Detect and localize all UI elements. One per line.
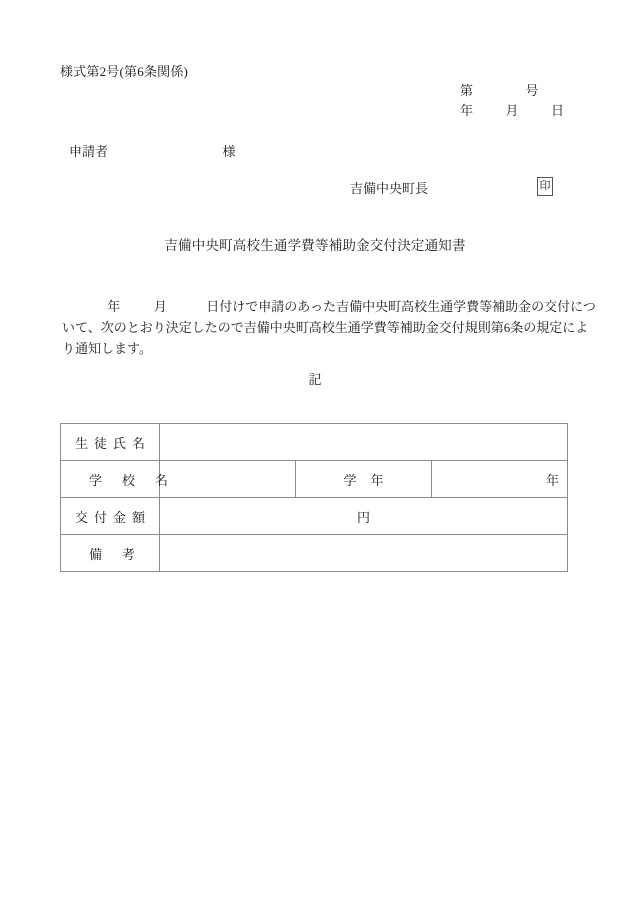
body-month-label: 月 bbox=[153, 299, 167, 314]
document-date-row bbox=[460, 100, 564, 120]
document-number-row bbox=[460, 80, 564, 100]
date-day-label: 日 bbox=[551, 103, 565, 118]
row-label-school-name bbox=[61, 461, 189, 498]
row-label-grant-amount bbox=[61, 498, 160, 535]
document-title: 吉備中央町高校生通学費等補助金交付決定通知書 bbox=[164, 238, 466, 253]
date-year-label: 年 bbox=[460, 103, 474, 118]
form-number: 様式第2号(第6条関係) bbox=[60, 64, 189, 79]
body-line-3: り通知します。 bbox=[62, 341, 152, 356]
issuer-name: 吉備中央町長 bbox=[350, 181, 429, 196]
body-line-2: いて、次のとおり決定したので吉備中央町高校生通学費等補助金交付規則第6条の規定によ bbox=[62, 320, 589, 335]
decision-details-table bbox=[60, 423, 568, 572]
row-label-grade-text: 学年 bbox=[343, 472, 398, 488]
body-line-1-rest: 日付けで申請のあった吉備中央町高校生通学費等補助金の交付につ bbox=[206, 299, 596, 314]
document-number-label: 第 bbox=[460, 83, 474, 98]
row-value-remarks[interactable] bbox=[160, 535, 568, 572]
body-paragraph bbox=[62, 296, 596, 359]
row-label-grant-amount-text: 交付金額 bbox=[75, 509, 152, 525]
document-number-block bbox=[460, 80, 564, 120]
row-label-grade bbox=[296, 461, 432, 498]
table-row-school-name bbox=[61, 461, 568, 498]
table-row-remarks bbox=[61, 535, 568, 572]
addressee-honorific: 様 bbox=[222, 144, 236, 159]
row-label-remarks bbox=[61, 535, 160, 572]
date-month-label: 月 bbox=[505, 103, 519, 118]
row-value-student-name[interactable] bbox=[160, 424, 568, 461]
addressee-line bbox=[69, 141, 236, 160]
row-label-school-name-text: 学校名 bbox=[89, 472, 189, 488]
seal-stamp-box: 印 bbox=[537, 177, 553, 196]
document-number-unit: 号 bbox=[525, 83, 539, 98]
row-value-grade[interactable]: 年 bbox=[432, 461, 568, 498]
addressee-label: 申請者 bbox=[69, 144, 109, 159]
row-label-student-name-text: 生徒氏名 bbox=[75, 435, 152, 451]
body-line-1 bbox=[62, 296, 596, 317]
row-label-remarks-text: 備考 bbox=[89, 546, 156, 562]
row-value-grant-amount[interactable]: 円 bbox=[160, 498, 568, 535]
table-row-student-name bbox=[61, 424, 568, 461]
ki-marker: 記 bbox=[308, 372, 322, 387]
table-row-grant-amount bbox=[61, 498, 568, 535]
row-label-student-name bbox=[61, 424, 160, 461]
body-year-label: 年 bbox=[107, 299, 121, 314]
